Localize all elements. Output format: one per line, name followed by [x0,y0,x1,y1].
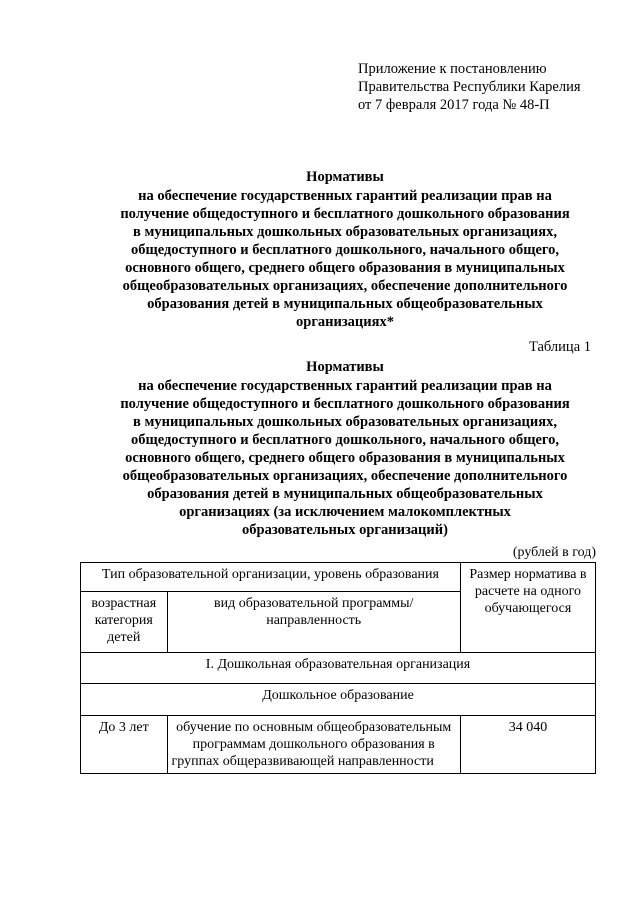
row-value: 34 040 [460,716,595,774]
appendix-line: Приложение к постановлению [358,61,547,77]
table-title-line: на обеспечение государственных гарантий реализации прав на [138,378,552,394]
table-title-line: организациях (за исключением малокомплектных [179,504,511,520]
header-age-category: возрастная категория детей [81,592,168,653]
header-org-type: Тип образовательной организации, уровень образования [81,563,461,592]
table-title [95,358,595,539]
table-row [81,716,596,774]
table-title-line: общеобразовательных организациях, обеспечение дополнительного [122,468,568,484]
table-title-line: в муниципальных дошкольных образовательных организациях, [133,414,557,430]
table-title-heading: Нормативы [306,359,384,375]
title-line: основного общего, среднего общего образования в муниципальных [125,260,565,276]
subsection-title: Дошкольное образование [81,684,596,716]
title-line: общеобразовательных организациях, обеспечение дополнительного [122,278,568,294]
table-title-line: основного общего, среднего общего образования в муниципальных [125,450,565,466]
header-norm-size: Размер норматива в расчете на одного обучающегося [460,563,595,653]
appendix-note [358,60,581,114]
title-line: получение общедоступного и бесплатного дошкольного образования [120,206,570,222]
appendix-line: Правительства Республики Карелия [358,79,581,95]
table-label: Таблица 1 [528,339,591,355]
table-title-line: получение общедоступного и бесплатного дошкольного образования [120,396,570,412]
section-row [81,653,596,684]
row-age: До 3 лет [81,716,168,774]
appendix-line: от 7 февраля 2017 года № 48-П [358,97,550,113]
subsection-row [81,684,596,716]
title-line: на обеспечение государственных гарантий реализации прав на [138,188,552,204]
units-label: (рублей в год) [512,545,596,560]
title-line: в муниципальных дошкольных образовательных организациях, [133,224,557,240]
title-line: общедоступного и бесплатного дошкольного, начального общего, [130,242,560,258]
norms-table [80,562,596,774]
section-title: I. Дошкольная образовательная организация [81,653,596,684]
title-line: организациях* [296,314,394,330]
header-program-type: вид образовательной программы/ направленность [167,592,460,653]
table-title-line: общедоступного и бесплатного дошкольного, начального общего, [130,432,560,448]
table-title-line: образовательных организаций) [242,522,448,538]
table-title-line: образования детей в муниципальных общеобразовательных [147,486,543,502]
table-header-row [81,563,596,592]
title-line: образования детей в муниципальных общеобразовательных [147,296,543,312]
title-heading: Нормативы [306,169,384,185]
document-title [95,168,595,331]
row-program: обучение по основным общеобразовательным программам дошкольного образования в группах общеразвивающей направленности [167,716,460,774]
